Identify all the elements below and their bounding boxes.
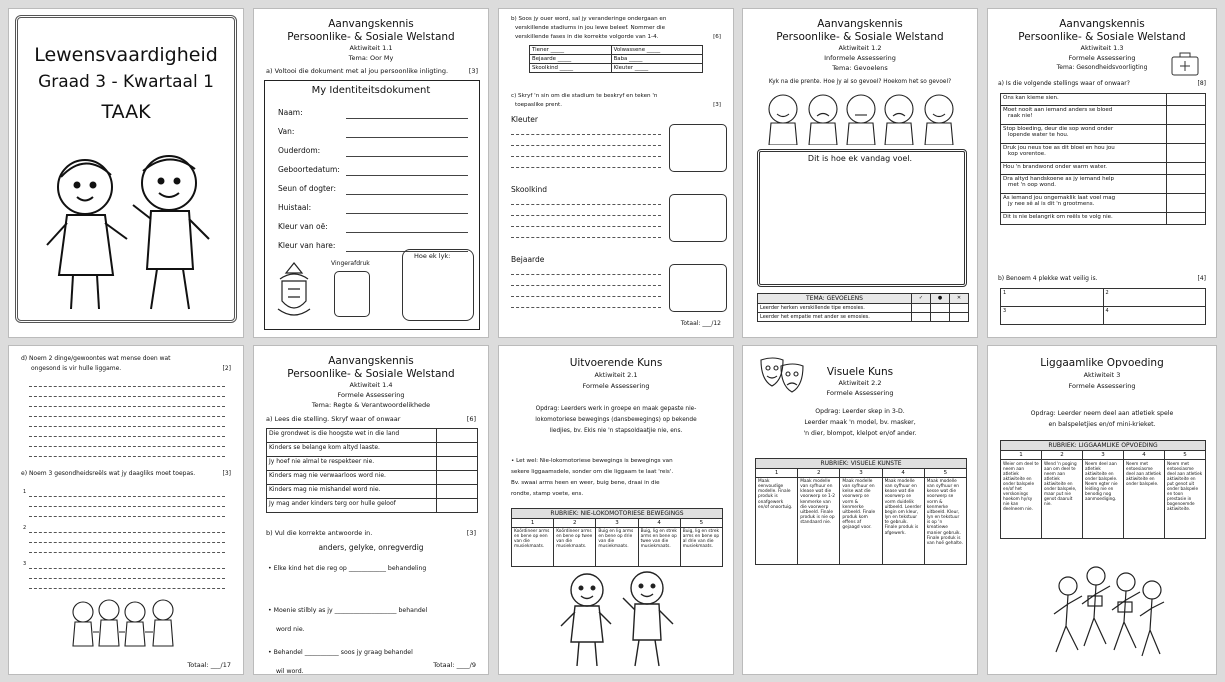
statement-text: As iemand jou ongemaklik laat voel mag — [1003, 195, 1116, 201]
statement-cell: Kinders mag nie verwaarloos word nie. — [267, 471, 437, 485]
answer-line — [29, 532, 225, 533]
heading: Liggaamlike Opvoeding — [1040, 357, 1164, 369]
rubric-descriptor: Neem met entoesiasme deel aan atletiek aktiwiteite en put genot uit onder balspele en toon prestasie in bogenoemde aktiwiteite. — [1165, 460, 1206, 539]
answer-line — [29, 436, 225, 437]
statement-text: Stop bloeding, deur die sop wond onder — [1003, 126, 1114, 132]
statement-row — [267, 429, 478, 443]
statement-row — [1001, 175, 1206, 194]
rubric-descriptor: Buig, lig en strek arms en bene op twee van die musiekmaats. — [638, 528, 680, 567]
activity: Aktiwiteit 3 — [1083, 371, 1121, 379]
rubric-level: 1 — [1001, 451, 1042, 460]
marks-a: [6] — [466, 415, 476, 423]
answer-line — [29, 416, 225, 417]
stage-label: Kleuter — [511, 115, 539, 124]
page-health-habits — [8, 345, 244, 675]
rubric-levels-row — [1001, 451, 1206, 460]
stage-label: Skoolkind — [511, 185, 548, 194]
answer-line — [29, 396, 225, 397]
prompt: Kyk na die prente. Hoe jy al so gevoel? Hoekom het so gevoel? — [768, 79, 952, 85]
field-line — [346, 194, 468, 195]
rubric-symbol: ✕ — [950, 294, 969, 304]
total: Totaal: ____/9 — [433, 661, 476, 669]
statement-row — [1001, 94, 1206, 106]
stage-line — [511, 296, 661, 297]
stage-line — [511, 274, 661, 275]
rubric-title-row — [756, 459, 967, 469]
fill-sentence: • Elke kind het die reg op ____________ behandeling — [268, 565, 427, 572]
field-label: Kleur van hare: — [278, 241, 336, 250]
field-line — [346, 232, 468, 233]
page-activity-2-1 — [498, 345, 734, 675]
places-row — [1001, 307, 1206, 325]
rubric-levels-row — [512, 519, 723, 528]
visual-arts-rubric — [755, 458, 967, 565]
question-e: e) Noem 3 gesondheidsreëls wat jy daagliks moet toepas. — [21, 470, 196, 477]
answer-cell — [1167, 213, 1206, 225]
answer-line — [29, 578, 225, 579]
statement-cell: Kinders mag nie mishandel word nie. — [267, 485, 437, 499]
answer-line — [29, 506, 225, 507]
answer-cell — [437, 429, 478, 443]
children-group-illustration — [69, 598, 179, 656]
rubric-title: RUBRIEK: NIE-LOKOMOTORIESE BEWEGINGS — [512, 509, 723, 519]
fingerprint-box — [334, 271, 370, 317]
activity: Aktiwiteit 1.1 — [349, 44, 393, 52]
question-d-line2: ongesond is vir hulle liggame. — [31, 365, 122, 372]
activity: Aktiwiteit 2.2 — [838, 379, 882, 387]
question-a: a) Lees die stelling. Skryf waar of onwaar — [266, 415, 401, 423]
rubric-descriptor: Neem deel aan atletiek aktiwiteite en onder balspele. Neem egter nie leiding nie en benodig nog aanmoediging. — [1083, 460, 1124, 539]
rubric-level: 4 — [882, 469, 924, 478]
answer-cell — [437, 485, 478, 499]
rubric-level: 5 — [680, 519, 722, 528]
answer-line — [29, 516, 225, 517]
assessment: Formele Assessering — [1068, 54, 1136, 62]
rubric-symbol: ✓ — [912, 294, 931, 304]
answer-cell — [437, 443, 478, 457]
rubric-level: 2 — [798, 469, 840, 478]
answer-cell — [1167, 125, 1206, 144]
grid-cell: Kleuter _____ — [611, 64, 702, 73]
emotion-faces-illustration — [761, 89, 961, 145]
rubric-descriptor: Neem met entoesiasme deel aan atletiek aktiwiteite en onder balspele. — [1124, 460, 1165, 539]
grid-row — [530, 46, 703, 55]
stage-line — [511, 145, 661, 146]
answer-line — [29, 426, 225, 427]
statement-cell — [1001, 213, 1167, 225]
statement-text: raak nie! — [1008, 113, 1033, 119]
answer-cell — [1167, 175, 1206, 194]
intro-line2: verskillende stadiums in jou lewe beleef. Nommer die — [515, 25, 666, 31]
marks-d: [2] — [222, 365, 231, 372]
field-label: Ouderdom: — [278, 146, 321, 155]
movement-rubric — [511, 508, 723, 567]
place-cell: 3 — [1001, 307, 1104, 325]
stage-line — [511, 285, 661, 286]
rubric-title: TEMA: GEVOELENS — [758, 294, 912, 304]
rubric-descriptor: Weier om deel te neem aan atletiek aktiwiteite en onder balspele en/of het verskonings hoekom hy/sy nie kan deelneem nie. — [1001, 460, 1042, 539]
rubric-symbol: ● — [931, 294, 950, 304]
heading: Aanvangskennis — [328, 355, 414, 367]
question-d-line1: d) Noem 2 dinge/gewoontes wat mense doen wat — [21, 355, 171, 362]
heading: Aanvangskennis — [328, 18, 414, 30]
answer-line — [29, 496, 225, 497]
stage-line — [511, 156, 661, 157]
field-label: Geboortedatum: — [278, 165, 340, 174]
place-cell: 2 — [1103, 289, 1206, 307]
subject: Persoonlike- & Sosiale Welstand — [287, 368, 455, 380]
statement-cell — [1001, 194, 1167, 213]
rubric-descriptor: Maak modelle van syfhuur en kelse wat die voorwerp se vorm & kenmerke uitbeeld. Finale produk kom effens af gejaagd voor. — [840, 478, 882, 565]
page-activity-3 — [987, 345, 1217, 675]
stage-line — [511, 237, 661, 238]
rubric-descriptor: Maak eenvoudige modelle. Finale produk is onafgewerk en/of onoortuig. — [756, 478, 798, 565]
rubric-descriptor: Wend 'n poging aan om deel te neem aan atletiek aktiwiteite en onder balspele, maar put nie genot daaruit nie. — [1042, 460, 1083, 539]
stage-line — [511, 215, 661, 216]
rubric-descriptor-row — [512, 528, 723, 567]
statement-text: Ons kan kieme sien. — [1003, 95, 1059, 101]
answer-cell — [437, 499, 478, 513]
statement-text: kop vorentoe. — [1008, 151, 1046, 157]
answer-line — [29, 406, 225, 407]
grid-row — [530, 55, 703, 64]
subject: Persoonlike- & Sosiale Welstand — [1018, 31, 1186, 43]
task-line: lokomotoriese bewegings (dansbewegings) op bekende — [535, 417, 697, 423]
heading: Uitvoerende Kuns — [569, 357, 663, 369]
rubric-level: 5 — [1165, 451, 1206, 460]
activity: Aktiwiteit 2.1 — [594, 371, 638, 379]
statement-cell: Jy hoef nie almal te respekteer nie. — [267, 457, 437, 471]
statement-text: met 'n oop wond. — [1008, 182, 1056, 188]
statement-cell: Die grondwet is die hoogste wet in die land — [267, 429, 437, 443]
assessment: Informele Assessering — [824, 54, 896, 62]
grid-cell: Skoolkind _____ — [530, 64, 612, 73]
answer-cell — [437, 457, 478, 471]
statement-row — [267, 485, 478, 499]
rubric-descriptor-row — [756, 478, 967, 565]
page-activity-1-4 — [253, 345, 489, 675]
theme: Tema: Regte & Verantwoordelikhede — [311, 401, 431, 409]
rubric-descriptor: Koördineer arms en bene op een van die musiekmaats. — [512, 528, 554, 567]
rubric-descriptor: Maak modelle van syfhuur en kease wat die voorwerp se vorm duidelik uitbeeld. Leerder begin om kleur, lyn en tekstuur te gebruik. Finale produk is afgewerk. — [882, 478, 924, 565]
task-line: Opdrag: Leerder neem deel aan atletiek spele — [1030, 410, 1174, 417]
line-number: 3 — [23, 561, 27, 567]
stage-line — [511, 167, 661, 168]
coat-of-arms-icon — [272, 259, 316, 323]
rubric-header-row — [758, 294, 969, 304]
intro-line3: verskillende fases in die korrekte volgorde van 1-4. — [515, 34, 659, 40]
field-line — [346, 156, 468, 157]
runners-illustration — [1048, 556, 1168, 666]
heading: Aanvangskennis — [817, 18, 903, 30]
rubric-descriptor: Buig, lig en strek arms en bene op al drie van die musiekmaats. — [680, 528, 722, 567]
intro-line1: b) Soos jy ouer word, sal jy veranderinge ondergaan en — [511, 16, 667, 22]
fill-sentence: wil word. — [276, 668, 304, 675]
grid-row — [530, 64, 703, 73]
rubric-level: 5 — [924, 469, 966, 478]
rubric-descriptor: Maak modelle van syfhuur en kesse wat die voorwerp se vorm & kenmerke uitbeeld. Kleur, lyn en tekstuur is op 'n kreatiewe manier gebruik. Finale produk is van hoë gehalte. — [924, 478, 966, 565]
rubric-level: 3 — [840, 469, 882, 478]
answer-line — [29, 542, 225, 543]
heading: Visuele Kuns — [826, 366, 894, 378]
answer-cell — [1167, 194, 1206, 213]
page-activity-2-2 — [742, 345, 978, 675]
statement-text: Druk jou neus toe as dit bloei en hou jou — [1003, 145, 1115, 151]
page-activity-1-1 — [253, 8, 489, 338]
page-activity-1-2 — [742, 8, 978, 338]
statement-text: jy nee sê al is dit 'n grootmens. — [1008, 201, 1095, 207]
task-line: • Let wel: Nie-lokomotoriese bewegings is bewegings van — [511, 458, 673, 464]
rubric-criterion: Leerder herken verskillende tipe emosies. — [758, 304, 912, 313]
stage-label: Bejaarde — [511, 255, 545, 264]
heading: Aanvangskennis — [1059, 18, 1145, 30]
task-line: Leerder maak 'n model, bv. masker, — [804, 419, 916, 426]
field-label: Van: — [278, 127, 295, 136]
rubric-criterion: Leerder het empatie met ander se emosies. — [758, 313, 912, 322]
marks-e: [3] — [222, 470, 231, 477]
stage-drawing-box — [669, 124, 727, 172]
answer-cell — [1167, 106, 1206, 125]
answer-cell — [1167, 163, 1206, 175]
question-b: b) Vul die korrekte antwoorde in. — [266, 529, 373, 537]
rubric-check-cell — [950, 304, 969, 313]
assessment: Formele Assessering — [337, 391, 405, 399]
grid-cell: Tiener _____ — [530, 46, 612, 55]
statement-row — [1001, 125, 1206, 144]
rubric-level: 3 — [1083, 451, 1124, 460]
question-b: b) Benoem 4 plekke wat veilig is. — [998, 275, 1098, 282]
statement-cell — [1001, 125, 1167, 144]
rubric-level: 1 — [512, 519, 554, 528]
statement-row — [1001, 106, 1206, 125]
marks-a: [3] — [468, 67, 478, 75]
rubric-level: 2 — [554, 519, 596, 528]
rights-table — [266, 428, 478, 513]
safe-places-table — [1000, 288, 1206, 325]
kids-illustration — [37, 149, 221, 319]
cover-title-line3: TAAK — [101, 101, 151, 123]
rubric-row — [758, 313, 969, 322]
task-line: Bv. swaai arms heen en weer, buig bene, draai in die — [511, 480, 660, 486]
field-label: Huistaal: — [278, 203, 312, 212]
marks-b: [3] — [466, 529, 476, 537]
stage-line — [511, 307, 661, 308]
answer-line — [29, 552, 225, 553]
activity: Aktiwiteit 1.2 — [838, 44, 882, 52]
theme: Tema: Gesondheidsvoorligting — [1056, 64, 1148, 71]
task-line: 'n dier, blompot, klelpot en/of ander. — [803, 430, 917, 437]
rubric-level: 4 — [1124, 451, 1165, 460]
stage-line — [511, 226, 661, 227]
line-number: 1 — [23, 489, 27, 495]
question-c-line2: toepaslike prent. — [515, 102, 563, 108]
stages-grid — [529, 45, 703, 73]
statement-row — [267, 457, 478, 471]
task-line: liedjies, bv. Ekis nie 'n stapsoldaatjie nie, ens. — [549, 428, 683, 434]
marks-b: [6] — [713, 34, 721, 40]
task-line: en balspeletjies en/of mini-krieket. — [1048, 421, 1156, 428]
word-bank: anders, gelyke, onregverdig — [318, 543, 424, 552]
statement-cell: Jy mag ander kinders terg oor hulle geloof — [267, 499, 437, 513]
statement-row — [267, 499, 478, 513]
dancing-kids-illustration — [555, 568, 679, 668]
rubric-level: 4 — [638, 519, 680, 528]
field-line — [346, 137, 468, 138]
stage-drawing-box — [669, 194, 727, 242]
grid-cell: Baba _____ — [611, 55, 702, 64]
rubric-levels-row — [756, 469, 967, 478]
pe-rubric — [1000, 440, 1206, 539]
rubric-title: RUBRIEK: LIGGAAMLIKE OPVOEDING — [1001, 441, 1206, 451]
statement-text: Hou 'n brandwond onder warm water. — [1003, 164, 1107, 170]
fingerprint-label: Vingerafdruk — [331, 260, 370, 267]
answer-line — [29, 386, 225, 387]
total: Totaal: ___/12 — [680, 320, 721, 327]
statement-text: Dra altyd handskoene as jy iemand help — [1003, 176, 1114, 182]
marks-a: [8] — [1197, 80, 1206, 87]
field-label: Seun of dogter: — [278, 184, 337, 193]
rubric-title-row — [1001, 441, 1206, 451]
cover-title-line1: Lewensvaardigheid — [34, 44, 218, 66]
question-c-line1: c) Skryf 'n sin om die stadium te beskryf en teken 'n — [511, 93, 658, 99]
rubric-title-row — [512, 509, 723, 519]
task-line: rondte, stamp voete, ens. — [511, 491, 584, 497]
places-row — [1001, 289, 1206, 307]
statement-text: lopende water te hou. — [1008, 132, 1069, 138]
activity: Aktiwiteit 1.3 — [1080, 44, 1124, 52]
statement-row — [1001, 163, 1206, 175]
fill-sentence: • Behandel ___________ soos jy graag behandel — [268, 649, 413, 656]
field-label: Naam: — [278, 108, 303, 117]
task-line: Opdrag: Leerder skep in 3-D. — [815, 408, 905, 415]
subject: Persoonlike- & Sosiale Welstand — [776, 31, 944, 43]
statement-text: Moet nooit aan iemand anders se bloed — [1003, 107, 1113, 113]
page-life-stages — [498, 8, 734, 338]
statement-cell — [1001, 163, 1167, 175]
subject: Persoonlike- & Sosiale Welstand — [287, 31, 455, 43]
statement-text: Dit is nie belangrik om reëls te volg nie. — [1003, 214, 1113, 220]
rubric-level: 1 — [756, 469, 798, 478]
grid-cell: Bejaarde _____ — [530, 55, 612, 64]
place-cell: 4 — [1103, 307, 1206, 325]
cover-title-line2: Graad 3 - Kwartaal 1 — [38, 72, 214, 92]
marks-b: [4] — [1197, 275, 1206, 282]
field-line — [346, 118, 468, 119]
statement-cell — [1001, 144, 1167, 163]
field-label: Kleur van oë: — [278, 222, 328, 231]
rubric-descriptor-row — [1001, 460, 1206, 539]
total: Totaal: ___/17 — [187, 661, 231, 669]
theme: Tema: Oor My — [348, 54, 394, 62]
answer-line — [29, 588, 225, 589]
theme: Tema: Gevoelens — [832, 64, 888, 72]
doc-title: My Identiteitsdokument — [311, 85, 431, 96]
question-a: a) Voltooi die dokument met al jou persoonlike inligting. — [266, 67, 449, 75]
task-line: Opdrag: Leerders werk in groepe en maak gepaste nie- — [535, 406, 697, 412]
fill-sentence: • Moenie stilbly as jy ____________________ behandel — [268, 607, 428, 614]
statement-row — [267, 471, 478, 485]
place-cell: 1 — [1001, 289, 1104, 307]
stage-drawing-box — [669, 264, 727, 312]
statement-row — [267, 443, 478, 457]
statement-cell — [1001, 94, 1167, 106]
feelings-rubric — [757, 293, 969, 322]
field-line — [346, 213, 468, 214]
statement-cell: Kinders se belange kom altyd laaste. — [267, 443, 437, 457]
rubric-check-cell — [931, 313, 950, 322]
activity: Aktiwiteit 1.4 — [349, 381, 393, 389]
grid-cell: Volwassene _____ — [611, 46, 702, 55]
rubric-check-cell — [950, 313, 969, 322]
rubric-check-cell — [912, 313, 931, 322]
answer-line — [29, 446, 225, 447]
statement-cell — [1001, 106, 1167, 125]
rubric-title: RUBRIEK: VISUELE KUNSTE — [756, 459, 967, 469]
statement-cell — [1001, 175, 1167, 194]
stage-line — [511, 204, 661, 205]
answer-line — [29, 456, 225, 457]
answer-cell — [1167, 94, 1206, 106]
feelings-frame — [757, 149, 967, 287]
answer-cell — [437, 471, 478, 485]
rubric-descriptor: Buig en lig arms en bene op drie van die musiekmaats. — [596, 528, 638, 567]
field-line — [346, 175, 468, 176]
task-line: sekere liggaamsdele, sonder om die liggaam te laat 'reis'. — [511, 469, 674, 475]
assessment: Formele Assessering — [582, 382, 650, 390]
question-a: a) Is die volgende stellings waar of onwaar? — [998, 80, 1130, 87]
first-aid-kit-icon — [1168, 49, 1204, 79]
marks-c: [3] — [713, 102, 721, 108]
rubric-check-cell — [931, 304, 950, 313]
assessment: Formele Assessering — [826, 389, 894, 397]
rubric-check-cell — [912, 304, 931, 313]
cover-page — [8, 8, 244, 338]
answer-cell — [1167, 144, 1206, 163]
stage-line — [511, 134, 661, 135]
rubric-row — [758, 304, 969, 313]
true-false-table — [1000, 93, 1206, 225]
statement-row — [1001, 194, 1206, 213]
frame-title: Dit is hoe ek vandag voel. — [807, 154, 913, 163]
statement-row — [1001, 144, 1206, 163]
assessment: Formele Assessering — [1068, 382, 1136, 390]
line-number: 2 — [23, 525, 27, 531]
rubric-descriptor: Koördineer arms en bene op twee van die musiekmaats. — [554, 528, 596, 567]
statement-row — [1001, 213, 1206, 225]
answer-line — [29, 568, 225, 569]
page-activity-1-3 — [987, 8, 1217, 338]
rubric-level: 3 — [596, 519, 638, 528]
fill-sentence: word nie. — [276, 626, 305, 633]
rubric-level: 2 — [1042, 451, 1083, 460]
rubric-descriptor: Maak modelle van syfhuur en klease wat die voorwerp se 1-2 kenmerke van die voorwerp uitbeeld. Finale produk is nie op standaard nie. — [798, 478, 840, 565]
looks-label: Hoe ek lyk: — [414, 252, 451, 260]
